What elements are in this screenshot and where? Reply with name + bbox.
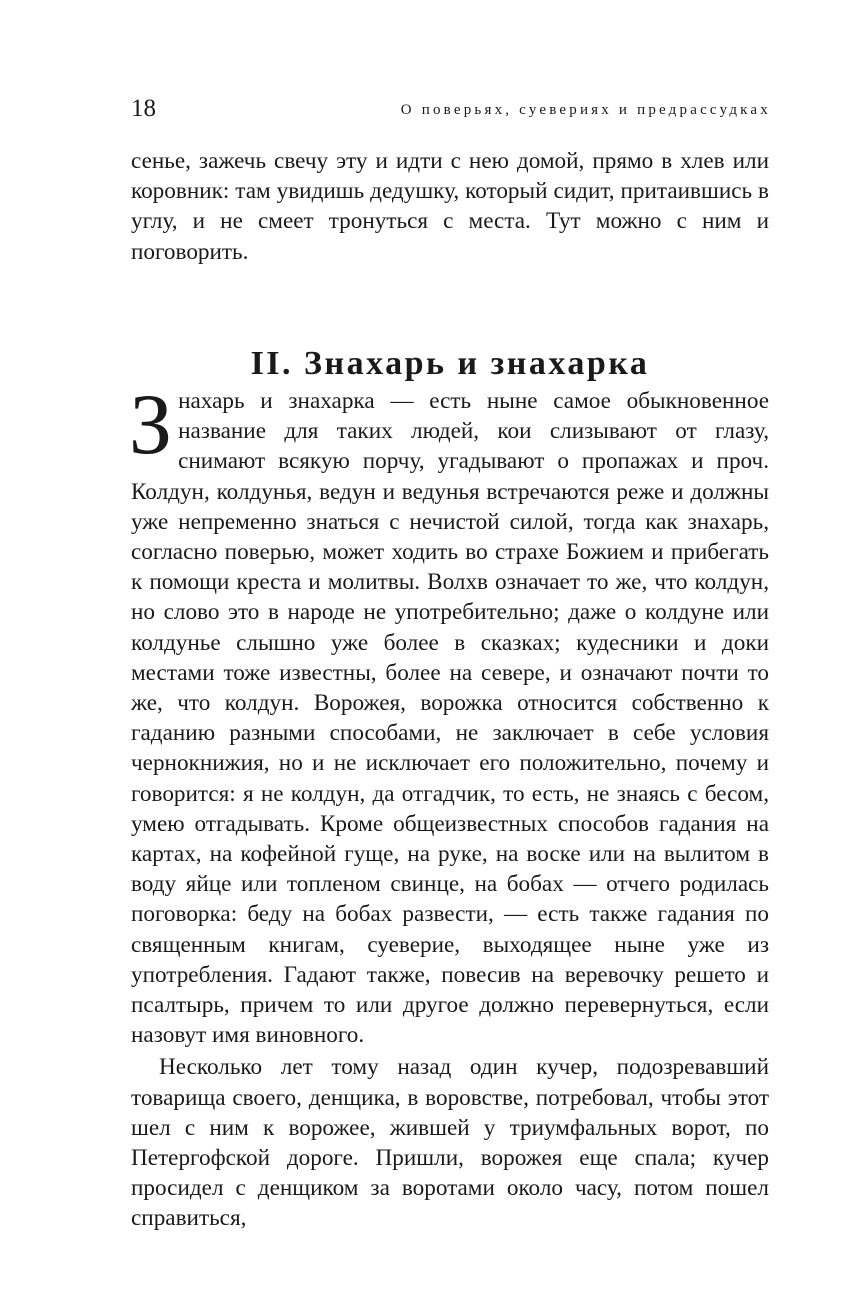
drop-cap-letter: З (129, 376, 173, 472)
lead-paragraph: сенье, зажечь свечу эту и идти с нею домой, прямо в хлев или коровник: там увидишь дедушку, который сидит, притаившись в углу, и не смеет тронуться с места. Тут можно с ним и поговорить. (131, 148, 769, 265)
running-head (131, 94, 771, 128)
paragraph-1-text: нахарь и знахарка — есть ныне самое обыкновенное название для таких людей, кои слизывают от глазу, снимают всякую порчу, угадывают о пропажах и проч. Колдун, колдунья, ведун и ведунья встречаются реже и должны уже непременно знаться с нечистой силой, тогда как знахарь, согласно поверью, может ходить во страхе Божием и прибегать к помощи креста и молитвы. Волхв означает то же, что колдун, но слово это в народе не употребительно; даже о колдуне или колдунье слышно уже более в сказках; кудесники и доки местами тоже известны, более на севере, и означают почти то же, что колдун. Ворожея, ворожка относится собственно к гаданию разными способами, не заключает в себе условия чернокнижия, но и не исключает его положительно, почему и говорится: я не колдун, да отгадчик, то есть, не знаясь с бесом, умею отгадывать. Кроме общеизвестных способов гадания на картах, на кофейной гуще, на руке, на воске или на вылитом в воду яйце или топленом свинце, на бобах — отчего родилась поговорка: беду на бобах развести, — есть также гадания по священным книгам, суеверие, выходящее ныне уже из употребления. Гадают также, повесив на веревочку решето и псалтырь, причем то или другое должно перевернуться, если назовут имя виновного. (131, 388, 769, 1049)
chapter-body (129, 376, 769, 1234)
chapter-paragraph-2: Несколько лет тому назад один кучер, подозревавший товарища своего, денщика, в воровстве, потребовал, чтобы этот шел с ним к ворожее, жившей у триумфальных ворот, по Петергофской дороге. Пришли, ворожея еще спала; кучер просидел с денщиком за воротами около часу, потом пошел справиться, (131, 1054, 769, 1232)
chapter-title: II. Знахарь и знахарка (250, 345, 650, 382)
chapter-paragraph-1 (129, 376, 769, 1050)
running-head-title: О поверьях, суевериях и предрассудках (400, 102, 771, 118)
page-number: 18 (131, 95, 156, 122)
lead-paragraph-block (131, 146, 769, 267)
